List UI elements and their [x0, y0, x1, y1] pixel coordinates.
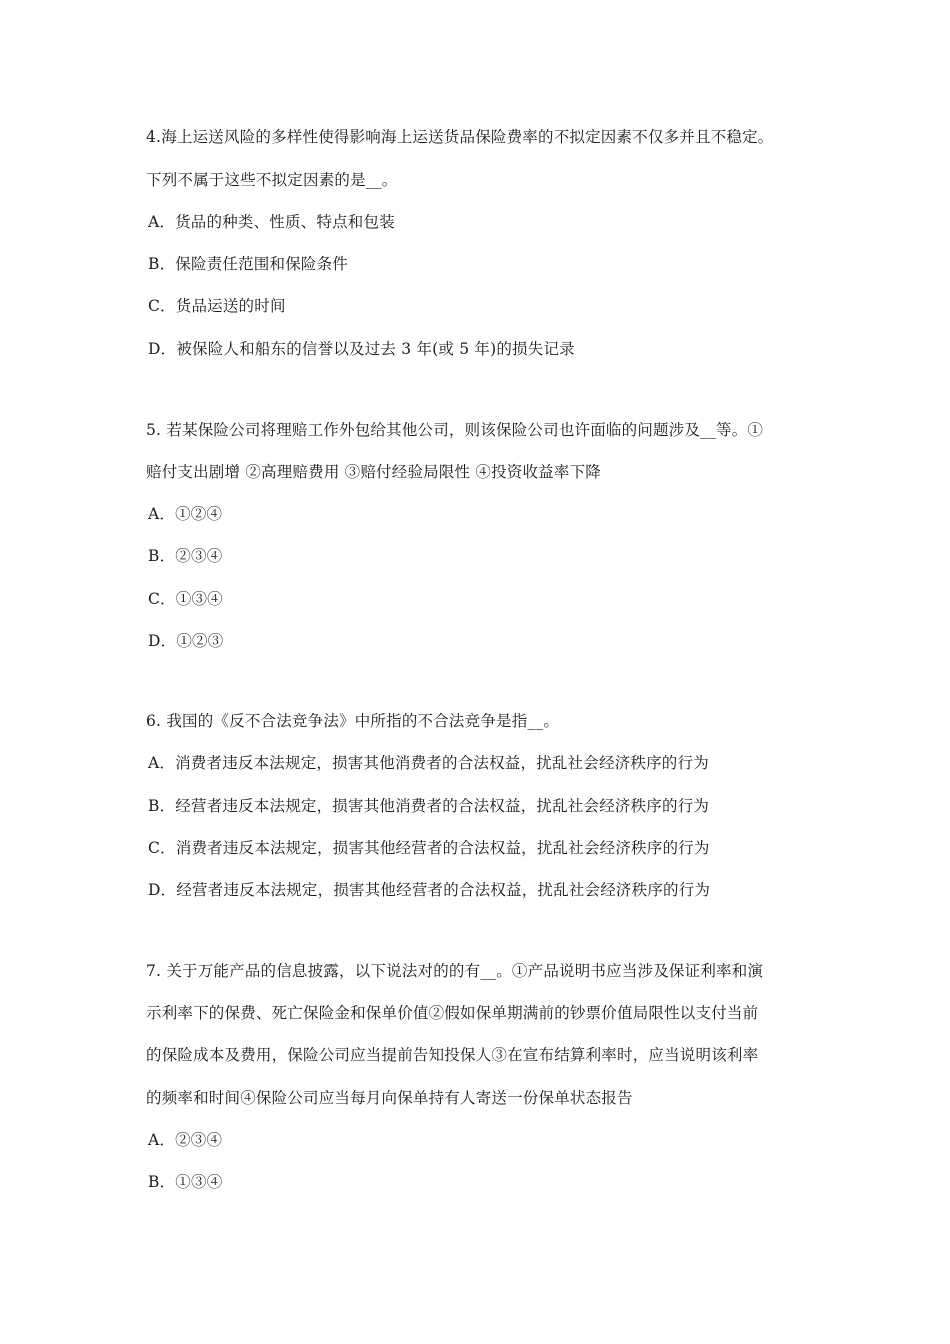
question-5-stem-line-2: 赔付支出剧增 ②高理赔费用 ③赔付经验局限性 ④投资收益率下降: [146, 463, 601, 481]
question-4-option-c: C．货品运送的时间: [148, 297, 286, 315]
question-5-option-b: B．②③④: [148, 547, 223, 565]
question-5-stem-line-1: 5. 若某保险公司将理赔工作外包给其他公司，则该保险公司也许面临的问题涉及__等。①: [146, 421, 764, 439]
question-4-option-b: B．保险责任范围和保险条件: [148, 255, 348, 273]
question-6-option-b: B．经营者违反本法规定，损害其他消费者的合法权益，扰乱社会经济秩序的行为: [148, 797, 710, 815]
question-7-stem-line-4: 的频率和时间④保险公司应当每月向保单持有人寄送一份保单状态报告: [146, 1089, 633, 1107]
question-4-option-d: D．被保险人和船东的信誉以及过去 3 年(或 5 年)的损失记录: [148, 340, 575, 358]
question-7-stem-line-3: 的保险成本及费用，保险公司应当提前告知投保人③在宣布结算利率时，应当说明该利率: [146, 1046, 759, 1064]
question-4-stem-line-2: 下列不属于这些不拟定因素的是__。: [146, 171, 398, 189]
question-5-option-d: D．①②③: [148, 632, 224, 650]
question-6-stem-line-1: 6. 我国的《反不合法竞争法》中所指的不合法竞争是指__。: [146, 712, 560, 730]
question-5-option-c: C．①③④: [148, 590, 223, 608]
question-7-stem-line-2: 示利率下的保费、死亡保险金和保单价值②假如保单期满前的钞票价值局限性以支付当前: [146, 1004, 759, 1022]
question-7-stem-line-1: 7. 关于万能产品的信息披露，以下说法对的的有__。①产品说明书应当涉及保证利率和演: [146, 962, 764, 980]
question-6-option-c: C．消费者违反本法规定，损害其他经营者的合法权益，扰乱社会经济秩序的行为: [148, 839, 710, 857]
question-6-option-a: A．消费者违反本法规定，损害其他消费者的合法权益，扰乱社会经济秩序的行为: [148, 754, 709, 772]
question-5-option-a: A．①②④: [148, 505, 223, 523]
question-4-option-a: A．货品的种类、性质、特点和包装: [148, 213, 395, 231]
question-4-stem-line-1: 4.海上运送风险的多样性使得影响海上运送货品保险费率的不拟定因素不仅多并且不稳定。: [146, 128, 774, 146]
question-6-option-d: D．经营者违反本法规定，损害其他经营者的合法权益，扰乱社会经济秩序的行为: [148, 881, 711, 899]
question-7-option-b: B．①③④: [148, 1173, 223, 1191]
question-7-option-a: A．②③④: [148, 1131, 223, 1149]
